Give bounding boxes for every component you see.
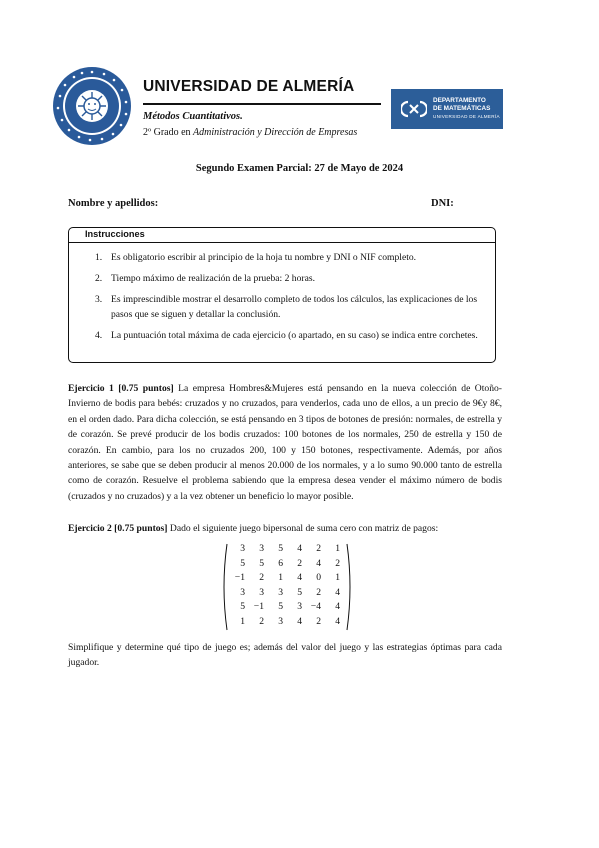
- matrix-cell: 5: [278, 601, 283, 612]
- matrix-cell: 3: [278, 615, 283, 627]
- matrix-cell: 4: [335, 615, 340, 627]
- exam-title: Segundo Examen Parcial: 27 de Mayo de 2024: [195, 163, 404, 174]
- university-name: UNIVERSIDAD DE ALMERÍA: [143, 78, 355, 95]
- instructions-box: [68, 227, 496, 363]
- matrix-cell: 3: [278, 586, 283, 598]
- matrix-cell: 1: [278, 572, 283, 583]
- matrix-cell: 2: [297, 557, 302, 569]
- matrix-cell: 3: [297, 601, 302, 612]
- course-name: Métodos Cuantitativos.: [143, 111, 243, 122]
- matrix-cell: 4: [297, 615, 302, 627]
- matrix-cell: −1: [253, 601, 264, 612]
- instruction-item: [83, 250, 489, 265]
- degree-line: [143, 127, 357, 138]
- instruction-number: 1.: [95, 252, 103, 263]
- matrix-cell: 4: [335, 601, 340, 612]
- matrix-cell: 3: [240, 586, 245, 598]
- matrix-cell: 5: [278, 543, 283, 554]
- instruction-text: Es imprescindible mostrar el desarrollo completo de todos los cálculos, las explicaciones de los pasos que se siguen y detallar la conclusión.: [111, 294, 478, 320]
- name-field-label: Nombre y apellidos:: [68, 198, 159, 209]
- matrix-right-bracket: [346, 543, 354, 631]
- matrix-cell: 2: [316, 586, 321, 598]
- matrix-cell: 2: [259, 615, 264, 627]
- degree-name: Administración y Dirección de Empresas: [193, 127, 358, 138]
- instruction-text: Es obligatorio escribir al principio de la hoja tu nombre y DNI o NIF completo.: [111, 252, 417, 263]
- instruction-item: [83, 271, 489, 286]
- dept-line-1: DEPARTAMENTO: [433, 97, 486, 104]
- matrix-cell: 6: [278, 557, 283, 569]
- matrix-cell: 2: [259, 572, 264, 583]
- department-name: [433, 97, 500, 121]
- matrix-cell: 3: [240, 543, 245, 554]
- matrix-cell: 3: [259, 586, 264, 598]
- matrix-cell: −1: [234, 572, 245, 583]
- exercise-2-text: Dado el siguiente juego bipersonal de suma cero con matriz de pagos:: [169, 523, 439, 534]
- instruction-item: [83, 328, 489, 343]
- matrix-cell: 4: [297, 572, 302, 583]
- matrix-cell: −4: [310, 601, 321, 612]
- matrix-cell: 4: [297, 543, 302, 554]
- department-mark-icon: [401, 100, 427, 118]
- university-seal-icon: [52, 66, 132, 146]
- matrix-cell: 2: [316, 615, 321, 627]
- matrix-cell: 5: [240, 557, 245, 569]
- exercise-2-label: Ejercicio 2 [0.75 puntos]: [68, 523, 168, 534]
- matrix-cell: 1: [240, 615, 245, 627]
- matrix-cell: 1: [335, 543, 340, 554]
- matrix-cell: 2: [316, 543, 321, 554]
- matrix-cell: 3: [259, 543, 264, 554]
- instruction-number: 3.: [95, 294, 103, 305]
- exercise-1: [68, 381, 502, 504]
- instruction-item: [83, 292, 489, 322]
- matrix-cell: 0: [316, 572, 321, 583]
- exercise-1-text: La empresa Hombres&Mujeres está pensando en la nueva colección de Otoño-Invierno de bodis para bebés: cruzados y no cruzados, para venderlos, cada uno de ellos, a un precio de 9€y 8€, en el orden dado. Para dicha colección, se está pensando en 3 tipos de botones de presión: normales, de estrella y de corazón. Se prevé producir de los bodis cruzados: 100 botones de los normales, 250 de estrella y 150 de corazón. En cambio, para los no cruzados 200, 100 y 150 botones, respectivamente. Además, por años anteriores, se sabe que se deben producir al menos 20.000 de los normales, y a lo sumo 90.000 tanto de estrella como de corazón. Resuelve el problema sabiendo que la empresa desea vender el máximo número de bodis (cruzados y no cruzados) y a la vez obtener un beneficio lo mayor posible.: [68, 383, 502, 502]
- payoff-matrix: [220, 543, 352, 629]
- instruction-number: 4.: [95, 330, 103, 341]
- dept-line-2: DE MATEMÁTICAS: [433, 105, 491, 112]
- instruction-number: 2.: [95, 273, 103, 284]
- exercise-2-question: Simplifique y determine qué tipo de juego es; además del valor del juego y las estrategias óptimas para cada jugador.: [68, 642, 502, 669]
- matrix-grid: [230, 543, 344, 630]
- matrix-cell: 4: [335, 586, 340, 598]
- dni-field-label: DNI:: [431, 198, 454, 209]
- matrix-cell: 1: [335, 572, 340, 583]
- degree-prefix: 2º Grado en: [143, 127, 191, 138]
- department-logo: [391, 89, 503, 129]
- exercise-1-label: Ejercicio 1 [0.75 puntos]: [68, 383, 174, 394]
- instruction-text: La puntuación total máxima de cada ejercicio (o apartado, en su caso) se indica entre corchetes.: [111, 330, 478, 341]
- matrix-cell: 5: [297, 586, 302, 598]
- dept-line-3: UNIVERSIDAD DE ALMERÍA: [433, 114, 500, 119]
- matrix-cell: 4: [316, 557, 321, 569]
- header-rule: [143, 103, 381, 105]
- matrix-cell: 2: [335, 557, 340, 569]
- instructions-title: Instrucciones: [85, 229, 145, 239]
- instruction-text: Tiempo máximo de realización de la prueba: 2 horas.: [111, 273, 315, 284]
- instructions-header: [69, 228, 495, 243]
- instructions-list: [83, 250, 489, 349]
- matrix-left-bracket: [220, 543, 228, 631]
- exercise-2: [68, 521, 502, 536]
- matrix-cell: 5: [240, 601, 245, 612]
- matrix-cell: 5: [259, 557, 264, 569]
